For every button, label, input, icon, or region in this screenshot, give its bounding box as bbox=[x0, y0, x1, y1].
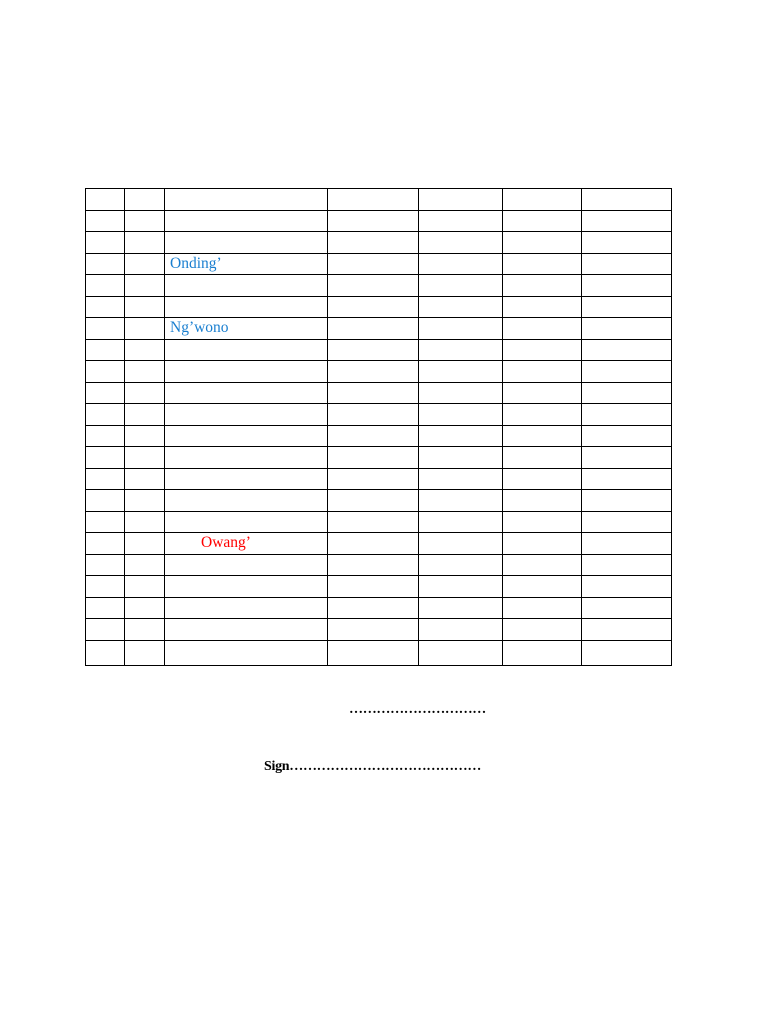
table-cell bbox=[328, 554, 419, 576]
table-cell bbox=[125, 253, 165, 275]
table-cell bbox=[328, 490, 419, 512]
table-row bbox=[86, 404, 672, 426]
table-cell bbox=[125, 425, 165, 447]
table-cell bbox=[86, 210, 125, 232]
table-cell bbox=[328, 382, 419, 404]
name-cell bbox=[165, 576, 328, 598]
table-cell bbox=[125, 576, 165, 598]
table-cell bbox=[328, 296, 419, 318]
table-cell bbox=[125, 232, 165, 254]
table-cell bbox=[125, 318, 165, 340]
table-row bbox=[86, 597, 672, 619]
table-row bbox=[86, 511, 672, 533]
table-cell bbox=[125, 511, 165, 533]
table-cell bbox=[125, 597, 165, 619]
table-cell bbox=[503, 597, 582, 619]
table-cell bbox=[328, 597, 419, 619]
table-cell bbox=[503, 275, 582, 297]
table-cell bbox=[419, 576, 503, 598]
table-cell bbox=[328, 404, 419, 426]
table-cell bbox=[503, 511, 582, 533]
table-cell bbox=[125, 296, 165, 318]
table-cell bbox=[125, 554, 165, 576]
table-cell bbox=[125, 640, 165, 665]
table-cell bbox=[328, 275, 419, 297]
table-cell bbox=[86, 447, 125, 469]
name-cell bbox=[165, 189, 328, 211]
table-cell bbox=[125, 619, 165, 641]
table-cell bbox=[503, 382, 582, 404]
table-cell bbox=[86, 232, 125, 254]
table-row bbox=[86, 361, 672, 383]
sign-dotted-line: …………………………………… bbox=[289, 759, 482, 774]
table-cell bbox=[125, 189, 165, 211]
table-cell bbox=[582, 447, 672, 469]
table-cell bbox=[86, 533, 125, 555]
table-cell bbox=[419, 361, 503, 383]
table-cell bbox=[86, 425, 125, 447]
table-cell bbox=[419, 210, 503, 232]
table-row bbox=[86, 468, 672, 490]
table-row bbox=[86, 318, 672, 340]
table-cell bbox=[503, 404, 582, 426]
table-cell bbox=[328, 576, 419, 598]
table-cell bbox=[582, 554, 672, 576]
table-cell bbox=[419, 490, 503, 512]
table-cell bbox=[503, 253, 582, 275]
table-cell bbox=[328, 447, 419, 469]
table-cell bbox=[328, 253, 419, 275]
table-cell bbox=[328, 468, 419, 490]
table-row bbox=[86, 189, 672, 211]
table-cell bbox=[419, 253, 503, 275]
table-cell bbox=[419, 296, 503, 318]
table-cell bbox=[503, 189, 582, 211]
table-cell bbox=[125, 382, 165, 404]
table-cell bbox=[582, 318, 672, 340]
table-cell bbox=[419, 619, 503, 641]
table-cell bbox=[503, 361, 582, 383]
table-row bbox=[86, 640, 672, 665]
name-cell bbox=[165, 382, 328, 404]
name-cell bbox=[165, 232, 328, 254]
table-row bbox=[86, 275, 672, 297]
name-cell bbox=[165, 339, 328, 361]
table-row bbox=[86, 232, 672, 254]
name-cell bbox=[165, 404, 328, 426]
table-cell bbox=[503, 318, 582, 340]
name-cell bbox=[165, 425, 328, 447]
table-cell bbox=[582, 576, 672, 598]
table-cell bbox=[503, 619, 582, 641]
table-cell bbox=[503, 490, 582, 512]
name-cell: Owang’ bbox=[165, 533, 328, 555]
table-cell bbox=[328, 425, 419, 447]
table-cell bbox=[86, 382, 125, 404]
table-cell bbox=[582, 361, 672, 383]
table-cell bbox=[328, 533, 419, 555]
table-cell bbox=[582, 339, 672, 361]
table-cell bbox=[582, 253, 672, 275]
table-cell bbox=[503, 296, 582, 318]
table-cell bbox=[582, 382, 672, 404]
table-cell bbox=[582, 275, 672, 297]
table-row bbox=[86, 490, 672, 512]
table-cell bbox=[503, 425, 582, 447]
table-cell bbox=[419, 597, 503, 619]
table-cell bbox=[86, 490, 125, 512]
table-cell bbox=[419, 425, 503, 447]
table-cell bbox=[86, 275, 125, 297]
table-cell bbox=[328, 189, 419, 211]
table-cell bbox=[582, 533, 672, 555]
table-cell bbox=[582, 232, 672, 254]
table-cell bbox=[328, 318, 419, 340]
table-cell bbox=[582, 468, 672, 490]
table-cell bbox=[125, 339, 165, 361]
table-cell bbox=[582, 189, 672, 211]
table-cell bbox=[125, 275, 165, 297]
register-table-body bbox=[86, 189, 672, 666]
table-cell bbox=[86, 404, 125, 426]
table-row bbox=[86, 576, 672, 598]
name-cell bbox=[165, 210, 328, 232]
table-cell bbox=[125, 468, 165, 490]
table-row bbox=[86, 554, 672, 576]
table-cell bbox=[86, 511, 125, 533]
table-cell bbox=[419, 640, 503, 665]
signature-dotted-line: ………………………… bbox=[349, 702, 487, 717]
table-cell bbox=[582, 490, 672, 512]
table-cell bbox=[582, 425, 672, 447]
name-cell bbox=[165, 275, 328, 297]
table-cell bbox=[328, 640, 419, 665]
table-cell bbox=[328, 619, 419, 641]
name-cell bbox=[165, 619, 328, 641]
table-cell bbox=[503, 554, 582, 576]
table-cell bbox=[503, 533, 582, 555]
table-cell bbox=[125, 210, 165, 232]
name-cell: Ng’wono bbox=[165, 318, 328, 340]
table-cell bbox=[503, 576, 582, 598]
table-cell bbox=[582, 619, 672, 641]
table-cell bbox=[86, 253, 125, 275]
table-cell bbox=[419, 533, 503, 555]
table-cell bbox=[86, 468, 125, 490]
table-cell bbox=[86, 576, 125, 598]
table-cell bbox=[419, 339, 503, 361]
table-cell bbox=[503, 210, 582, 232]
table-cell bbox=[503, 468, 582, 490]
table-cell bbox=[419, 404, 503, 426]
table-row bbox=[86, 339, 672, 361]
table-cell bbox=[125, 490, 165, 512]
name-cell bbox=[165, 490, 328, 512]
table-row bbox=[86, 447, 672, 469]
table-cell bbox=[86, 554, 125, 576]
sign-label: Sign bbox=[264, 759, 290, 774]
table-cell bbox=[86, 597, 125, 619]
table-cell bbox=[328, 511, 419, 533]
table-cell bbox=[86, 640, 125, 665]
table-cell bbox=[419, 447, 503, 469]
table-cell bbox=[125, 533, 165, 555]
table-cell bbox=[86, 361, 125, 383]
table-row bbox=[86, 296, 672, 318]
table-cell bbox=[419, 232, 503, 254]
table-cell bbox=[582, 404, 672, 426]
table-row bbox=[86, 619, 672, 641]
name-cell bbox=[165, 554, 328, 576]
table-cell bbox=[503, 339, 582, 361]
table-cell bbox=[86, 339, 125, 361]
table-cell bbox=[582, 640, 672, 665]
table-row bbox=[86, 533, 672, 555]
table-cell bbox=[125, 447, 165, 469]
table-cell bbox=[419, 318, 503, 340]
table-cell bbox=[419, 275, 503, 297]
table-cell bbox=[86, 296, 125, 318]
table-cell bbox=[328, 232, 419, 254]
name-cell bbox=[165, 296, 328, 318]
table-cell bbox=[582, 296, 672, 318]
table-cell bbox=[419, 511, 503, 533]
name-cell: Onding’ bbox=[165, 253, 328, 275]
table-row bbox=[86, 382, 672, 404]
table-row bbox=[86, 210, 672, 232]
table-cell bbox=[582, 597, 672, 619]
name-cell bbox=[165, 468, 328, 490]
name-cell bbox=[165, 511, 328, 533]
table-cell bbox=[582, 210, 672, 232]
table-cell bbox=[503, 447, 582, 469]
name-cell bbox=[165, 361, 328, 383]
table-cell bbox=[328, 210, 419, 232]
table-cell bbox=[86, 189, 125, 211]
table-cell bbox=[419, 554, 503, 576]
table-cell bbox=[419, 468, 503, 490]
table-cell bbox=[328, 339, 419, 361]
table-cell bbox=[503, 232, 582, 254]
table-cell bbox=[125, 404, 165, 426]
table-cell bbox=[86, 619, 125, 641]
register-table bbox=[85, 188, 672, 666]
table-cell bbox=[125, 361, 165, 383]
table-cell bbox=[419, 382, 503, 404]
table-cell bbox=[503, 640, 582, 665]
table-cell bbox=[328, 361, 419, 383]
table-cell bbox=[582, 511, 672, 533]
name-cell bbox=[165, 597, 328, 619]
name-cell bbox=[165, 447, 328, 469]
table-cell bbox=[86, 318, 125, 340]
sign-line bbox=[264, 759, 481, 775]
table-row bbox=[86, 425, 672, 447]
table-row bbox=[86, 253, 672, 275]
table-cell bbox=[419, 189, 503, 211]
name-cell bbox=[165, 640, 328, 665]
